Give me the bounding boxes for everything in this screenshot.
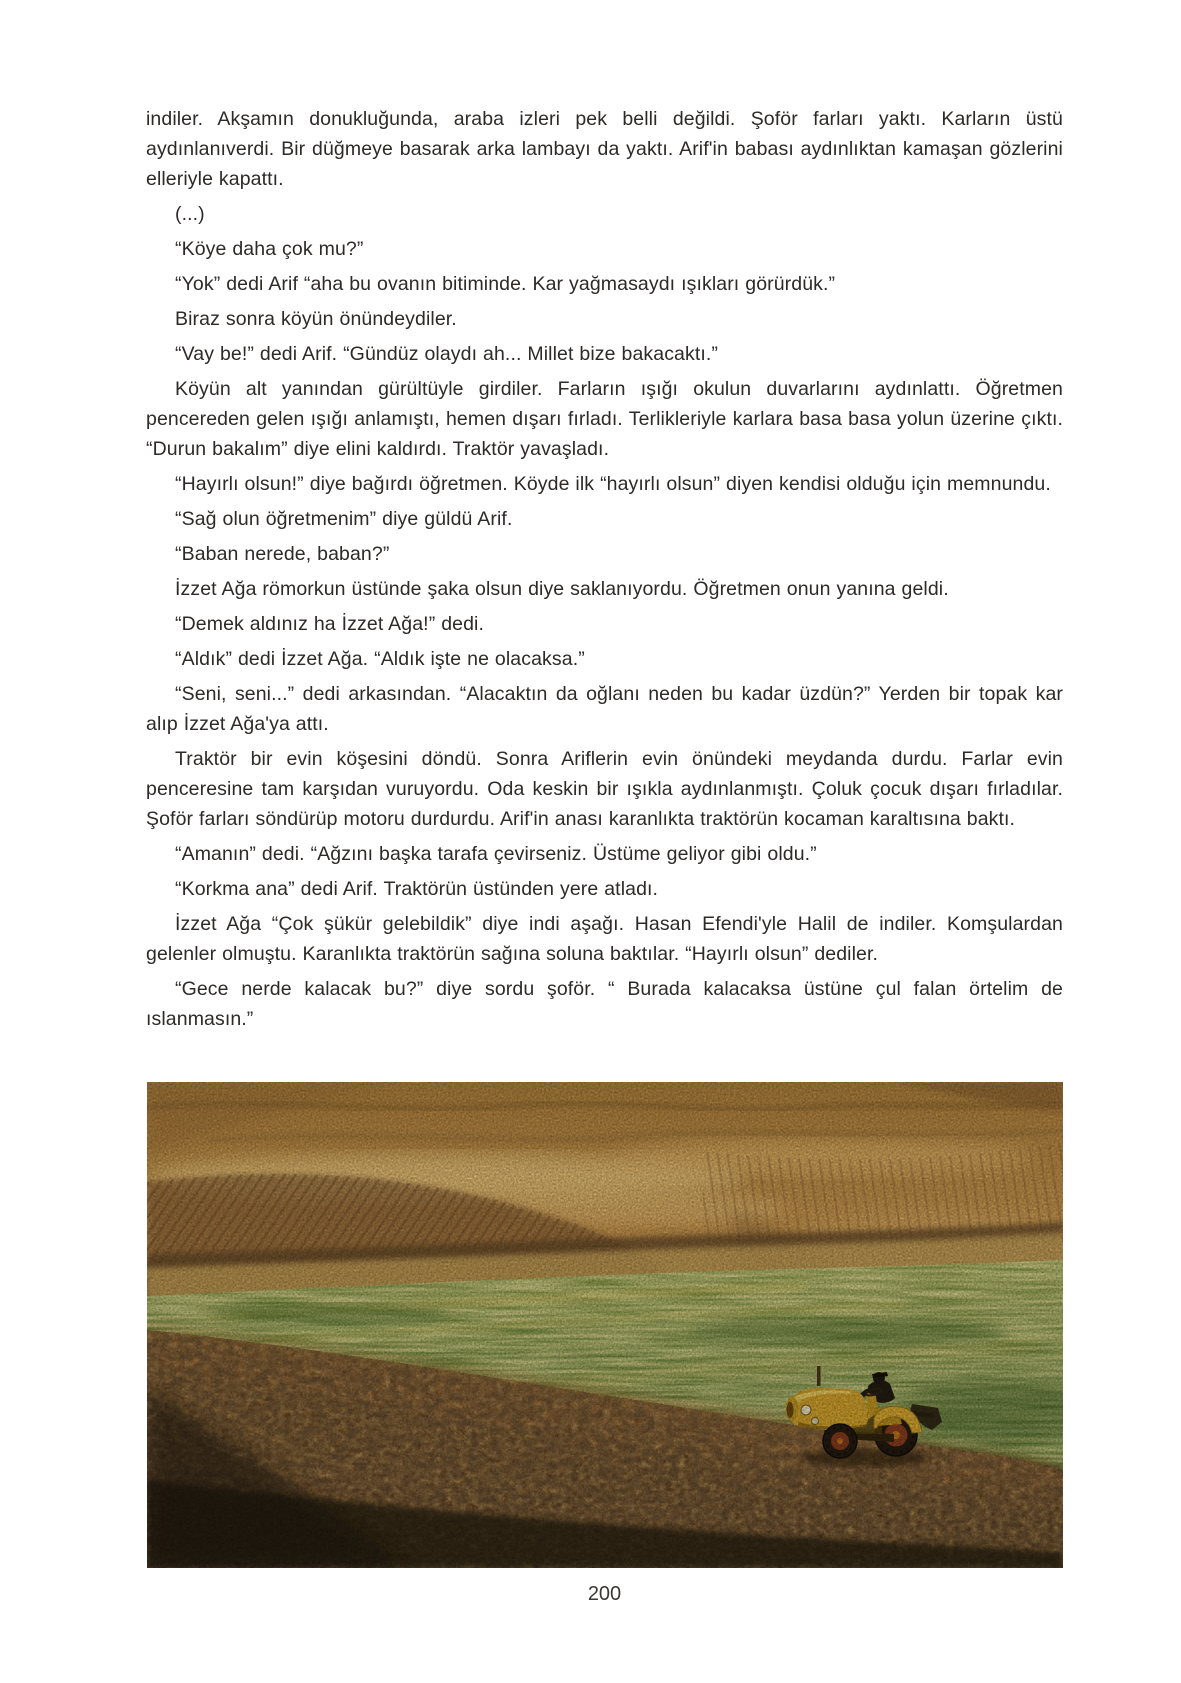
paragraph: “Korkma ana” dedi Arif. Traktörün üstünden yere atladı. xyxy=(175,878,659,900)
paragraph: Köyün alt yanından gürültüyle girdiler. Farların ışığı okulun duvarlarını aydınlattı. Öğretmen pencereden gelen ışığı anlamıştı, hemen dışarı fırladı. Terlikleriyle karlara basa basa yolun üzerine çıktı. “Durun bakalım” diye elini kaldırdı. Traktör yavaşladı. xyxy=(146,378,1063,460)
field-photo xyxy=(147,1082,1063,1568)
paragraph: “Seni, seni...” dedi arkasından. “Alacaktın da oğlanı neden bu kadar üzdün?” Yerden bir topak kar alıp İzzet Ağa'ya attı. xyxy=(146,683,1063,735)
paragraph: Traktör bir evin köşesini döndü. Sonra Ariflerin evin önündeki meydanda durdu. Farlar evin penceresine tam karşıdan vuruyordu. Oda keskin bir ışıkla aydınlanmıştı. Çoluk çocuk dışarı fırladılar. Şoför farları söndürüp motoru durdurdu. Arif'in anası karanlıkta traktörün kocaman karaltısına baktı. xyxy=(146,748,1063,830)
story-text xyxy=(146,104,1063,1039)
paragraph: (...) xyxy=(175,203,205,225)
paragraph: “Sağ olun öğretmenim” diye güldü Arif. xyxy=(175,508,513,530)
paragraph: “Köye daha çok mu?” xyxy=(175,238,364,260)
paragraph: “Amanın” dedi. “Ağzını başka tarafa çevirseniz. Üstüme geliyor gibi oldu.” xyxy=(175,843,817,865)
paragraph: “Demek aldınız ha İzzet Ağa!” dedi. xyxy=(175,613,484,635)
paragraph: Biraz sonra köyün önündeydiler. xyxy=(175,308,457,330)
paragraph: “Yok” dedi Arif “aha bu ovanın bitiminde. Kar yağmasaydı ışıkları görürdük.” xyxy=(175,273,836,295)
page-number: 200 xyxy=(587,1583,622,1605)
paragraph: “Vay be!” dedi Arif. “Gündüz olaydı ah... Millet bize bakacaktı.” xyxy=(175,343,718,365)
paragraph: “Baban nerede, baban?” xyxy=(175,543,390,565)
paragraph: “Hayırlı olsun!” diye bağırdı öğretmen. Köyde ilk “hayırlı olsun” diyen kendisi olduğu için memnundu. xyxy=(175,473,1051,495)
paragraph: “Aldık” dedi İzzet Ağa. “Aldık işte ne olacaksa.” xyxy=(175,648,585,670)
paragraph: indiler. Akşamın donukluğunda, araba izleri pek belli değildi. Şoför farları yaktı. Karların üstü aydınlanıverdi. Bir düğmeye basarak arka lambayı da yaktı. Arif'in babası aydınlıktan kamaşan gözlerini elleriyle kapattı. xyxy=(146,108,1063,190)
paragraph: İzzet Ağa “Çok şükür gelebildik” diye indi aşağı. Hasan Efendi'yle Halil de indiler. Komşulardan gelenler olmuştu. Karanlıkta traktörün sağına soluna baktılar. “Hayırlı olsun” dediler. xyxy=(146,913,1063,965)
photo-grain xyxy=(147,1082,1063,1568)
paragraph: “Gece nerde kalacak bu?” diye sordu şoför. “ Burada kalacaksa üstüne çul falan örtelim de ıslanmasın.” xyxy=(146,978,1063,1030)
paragraph: İzzet Ağa römorkun üstünde şaka olsun diye saklanıyordu. Öğretmen onun yanına geldi. xyxy=(175,578,949,600)
